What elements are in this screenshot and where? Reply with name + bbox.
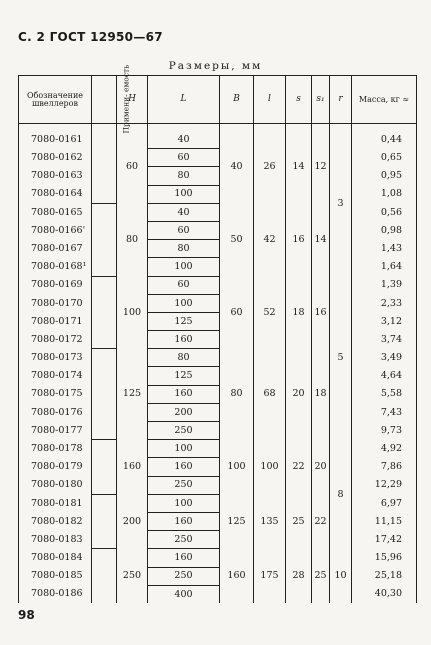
header-l-small: l [254,76,286,124]
l-small-value: 42 [254,203,286,276]
usage-cell [92,494,117,549]
mass-cell: 7,86 [352,458,417,476]
mass-cell: 3,74 [352,331,417,349]
l-length-cell: 60 [148,221,220,239]
designation-cell: 7080-0174 [19,367,92,385]
designation-cell: 7080-0165 [19,203,92,221]
table-caption: Размеры, мм [168,60,263,72]
header-h: H [117,76,148,124]
mass-cell: 1,43 [352,240,417,258]
s1-value: 14 [312,203,330,276]
l-small-value: 52 [254,276,286,349]
b-value: 60 [220,276,254,349]
mass-cell: 11,15 [352,512,417,530]
s1-value: 16 [312,276,330,349]
header-designation: Обозначение швеллеров [19,76,92,124]
table-row [19,276,417,294]
r-value: 3 [330,131,352,276]
spacer-row [19,124,417,132]
s-value: 25 [286,494,312,549]
h-value: 80 [117,203,148,276]
table-row [19,385,417,403]
designation-cell: 7080-0167 [19,240,92,258]
l-length-cell: 100 [148,494,220,512]
designation-cell: 7080-0183 [19,531,92,549]
table-row [19,512,417,530]
h-value: 60 [117,131,148,203]
l-length-cell: 100 [148,258,220,276]
b-value: 50 [220,203,254,276]
designation-cell: 7080-0171 [19,312,92,330]
table-row [19,367,417,385]
s-value: 16 [286,203,312,276]
table-row [19,240,417,258]
mass-cell: 1,64 [352,258,417,276]
mass-cell: 40,30 [352,585,417,603]
mass-cell: 0,56 [352,203,417,221]
designation-cell: 7080-0166' [19,221,92,239]
l-length-cell: 125 [148,312,220,330]
mass-cell: 0,65 [352,149,417,167]
designation-cell: 7080-0181 [19,494,92,512]
table-row [19,221,417,239]
l-small-value: 100 [254,440,286,495]
designation-cell: 7080-0180 [19,476,92,494]
l-length-cell: 100 [148,440,220,458]
table-row [19,440,417,458]
designation-cell: 7080-0168¹ [19,258,92,276]
table-row [19,422,417,440]
mass-cell: 9,73 [352,422,417,440]
usage-cell [92,549,117,603]
designation-cell: 7080-0177 [19,422,92,440]
mass-cell: 5,58 [352,385,417,403]
designation-cell: 7080-0169 [19,276,92,294]
table-body [19,124,417,603]
table-row [19,185,417,203]
table-row [19,331,417,349]
designation-cell: 7080-0182 [19,512,92,530]
mass-cell: 4,92 [352,440,417,458]
h-value: 200 [117,494,148,549]
l-length-cell: 160 [148,458,220,476]
header-b: B [220,76,254,124]
s-value: 28 [286,549,312,603]
header-usage-label: Примени- емость [121,65,131,134]
l-length-cell: 160 [148,331,220,349]
mass-cell: 2,33 [352,294,417,312]
l-length-cell: 40 [148,131,220,149]
h-value: 160 [117,440,148,495]
l-small-value: 68 [254,349,286,440]
header-s: s [286,76,312,124]
designation-cell: 7080-0175 [19,385,92,403]
usage-cell [92,276,117,349]
designation-cell: 7080-0170 [19,294,92,312]
mass-cell: 1,39 [352,276,417,294]
table-row [19,349,417,367]
header-l-length: L [148,76,220,124]
usage-cell [92,440,117,495]
page-header: С. 2 ГОСТ 12950—67 [18,30,163,44]
r-value: 10 [330,549,352,603]
l-length-cell: 160 [148,549,220,567]
h-value: 250 [117,549,148,603]
b-value: 160 [220,549,254,603]
l-length-cell: 40 [148,203,220,221]
mass-cell: 25,18 [352,567,417,585]
usage-cell [92,131,117,203]
s-value: 14 [286,131,312,203]
table-row [19,476,417,494]
s1-value: 20 [312,440,330,495]
l-length-cell: 250 [148,531,220,549]
designation-cell: 7080-0162 [19,149,92,167]
mass-cell: 1,08 [352,185,417,203]
mass-cell: 0,44 [352,131,417,149]
designation-cell: 7080-0184 [19,549,92,567]
mass-cell: 6,97 [352,494,417,512]
usage-cell [92,349,117,440]
table-row [19,203,417,221]
table-row [19,403,417,421]
usage-cell [92,203,117,276]
mass-cell: 3,49 [352,349,417,367]
l-length-cell: 125 [148,367,220,385]
designation-cell: 7080-0186 [19,585,92,603]
s-value: 18 [286,276,312,349]
mass-cell: 0,98 [352,221,417,239]
table-row [19,567,417,585]
s-value: 20 [286,349,312,440]
b-value: 100 [220,440,254,495]
table-row [19,312,417,330]
designation-cell: 7080-0179 [19,458,92,476]
mass-cell: 0,95 [352,167,417,185]
l-length-cell: 160 [148,385,220,403]
s1-value: 25 [312,549,330,603]
header-usage [92,65,131,134]
l-length-cell: 250 [148,476,220,494]
table-row [19,585,417,603]
table-row [19,294,417,312]
table-row [19,549,417,567]
mass-cell: 12,29 [352,476,417,494]
l-length-cell: 60 [148,149,220,167]
l-length-cell: 200 [148,403,220,421]
l-length-cell: 250 [148,567,220,585]
table-row [19,494,417,512]
designation-cell: 7080-0176 [19,403,92,421]
designation-cell: 7080-0164 [19,185,92,203]
l-length-cell: 60 [148,276,220,294]
page-number: 98 [18,608,35,622]
l-small-value: 175 [254,549,286,603]
s-value: 22 [286,440,312,495]
b-value: 80 [220,349,254,440]
designation-cell: 7080-0161 [19,131,92,149]
l-length-cell: 160 [148,512,220,530]
designation-cell: 7080-0163 [19,167,92,185]
mass-cell: 15,96 [352,549,417,567]
table-row [19,458,417,476]
mass-cell: 3,12 [352,312,417,330]
table-header-row [19,76,417,124]
l-length-cell: 100 [148,294,220,312]
designation-cell: 7080-0172 [19,331,92,349]
designation-cell: 7080-0173 [19,349,92,367]
r-value: 5 [330,276,352,440]
header-mass: Масса, кг ≈ [352,76,417,124]
table-row [19,149,417,167]
table-row [19,258,417,276]
designation-cell: 7080-0178 [19,440,92,458]
h-value: 100 [117,276,148,349]
designation-cell: 7080-0185 [19,567,92,585]
l-length-cell: 80 [148,349,220,367]
s1-value: 12 [312,131,330,203]
mass-cell: 4,64 [352,367,417,385]
header-r: r [330,76,352,124]
b-value: 125 [220,494,254,549]
mass-cell: 7,43 [352,403,417,421]
table-row [19,531,417,549]
l-length-cell: 100 [148,185,220,203]
l-length-cell: 80 [148,240,220,258]
l-length-cell: 80 [148,167,220,185]
mass-cell: 17,42 [352,531,417,549]
l-small-value: 135 [254,494,286,549]
h-value: 125 [117,349,148,440]
table-row [19,131,417,149]
l-small-value: 26 [254,131,286,203]
l-length-cell: 250 [148,422,220,440]
b-value: 40 [220,131,254,203]
header-s1: s₁ [312,76,330,124]
s1-value: 18 [312,349,330,440]
l-length-cell: 400 [148,585,220,603]
s1-value: 22 [312,494,330,549]
table-row [19,167,417,185]
r-value: 8 [330,440,352,549]
